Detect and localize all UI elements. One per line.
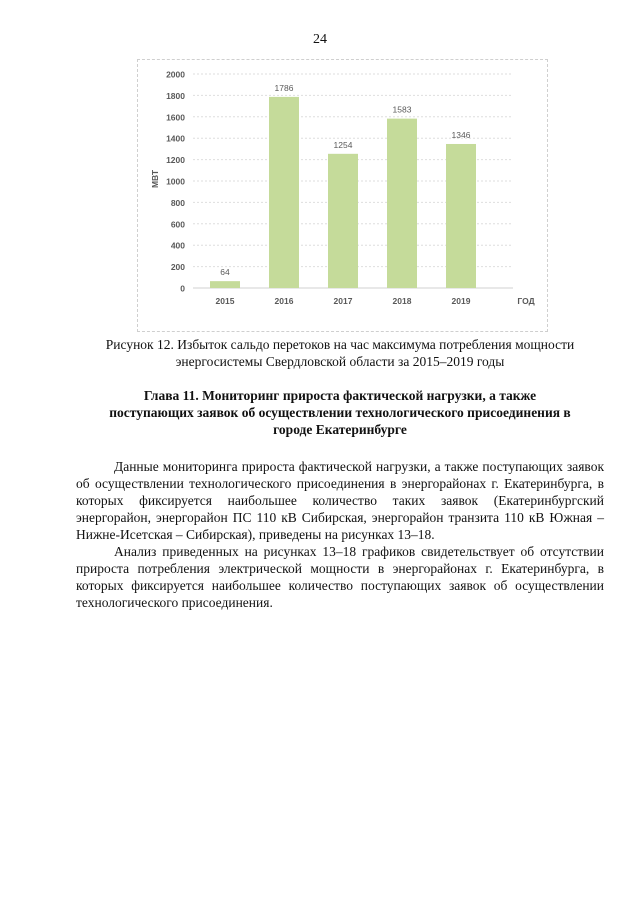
y-tick-label: 2000 [166,69,185,80]
y-tick-label: 1800 [166,90,185,101]
data-label: 1254 [333,139,353,150]
y-tick-label: 600 [170,219,185,230]
figure-caption [70,336,610,370]
y-tick-label: 1000 [166,176,185,187]
chart-svg [138,60,547,331]
x-tick-label: 2017 [333,296,353,306]
chapter-heading-line-1: Глава 11. Мониторинг прироста фактической нагрузки, а также [143,388,537,403]
x-tick-label: 2016 [274,296,294,306]
caption-line-1: Рисунок 12. Избыток сальдо перетоков на час максимума потребления мощности [105,337,575,352]
y-tick-label: 0 [180,283,185,294]
x-tick-label: 2015 [215,296,235,306]
data-label: 1583 [392,104,412,115]
y-axis-title: МВТ [150,169,160,189]
bar [269,97,299,288]
x-tick-label: 2018 [392,296,412,306]
paragraph-1: Данные мониторинга прироста фактической нагрузки, а также поступающих заявок об осуществлении технологического присоединения в энергорайонах г. Екатеринбурга, в которых фиксируется наибольшее количество таких заявок (Екатеринбургский энергорайон, энергорайон ПС 110 кВ Сибирская, энергорайон транзита 110 кВ Южная – Нижне-Исетская – Сибирская), приведены на рисунках 13–18. [76,459,604,542]
bar [210,281,240,288]
y-tick-label: 1600 [166,112,185,123]
y-tick-label: 1400 [166,133,185,144]
bar [328,154,358,288]
y-tick-label: 800 [170,197,185,208]
page-number: 24 [313,32,327,47]
y-tick-label: 400 [170,240,185,251]
data-label: 1786 [274,82,294,93]
bar-chart [137,59,548,332]
x-axis-title: ГОД [517,296,535,306]
chapter-heading-line-2: поступающих заявок об осуществлении технологического присоединения в [109,405,571,420]
chapter-heading-line-3: городе Екатеринбурге [273,422,407,437]
y-tick-label: 1200 [166,155,185,166]
data-label: 1346 [451,129,471,140]
x-tick-label: 2019 [451,296,471,306]
bar [446,144,476,288]
y-tick-label: 200 [170,262,185,273]
bar [387,119,417,288]
body-text [76,458,604,611]
data-label: 64 [220,267,230,278]
caption-line-2: энергосистемы Свердловской области за 2015–2019 годы [175,354,505,369]
paragraph-2: Анализ приведенных на рисунках 13–18 графиков свидетельствует об отсутствии прироста потребления электрической мощности в энергорайонах г. Екатеринбурга, в которых фиксируется наибольшее количество поступающих заявок об осуществлении технологического присоединения. [76,544,604,610]
chapter-heading [70,387,610,438]
